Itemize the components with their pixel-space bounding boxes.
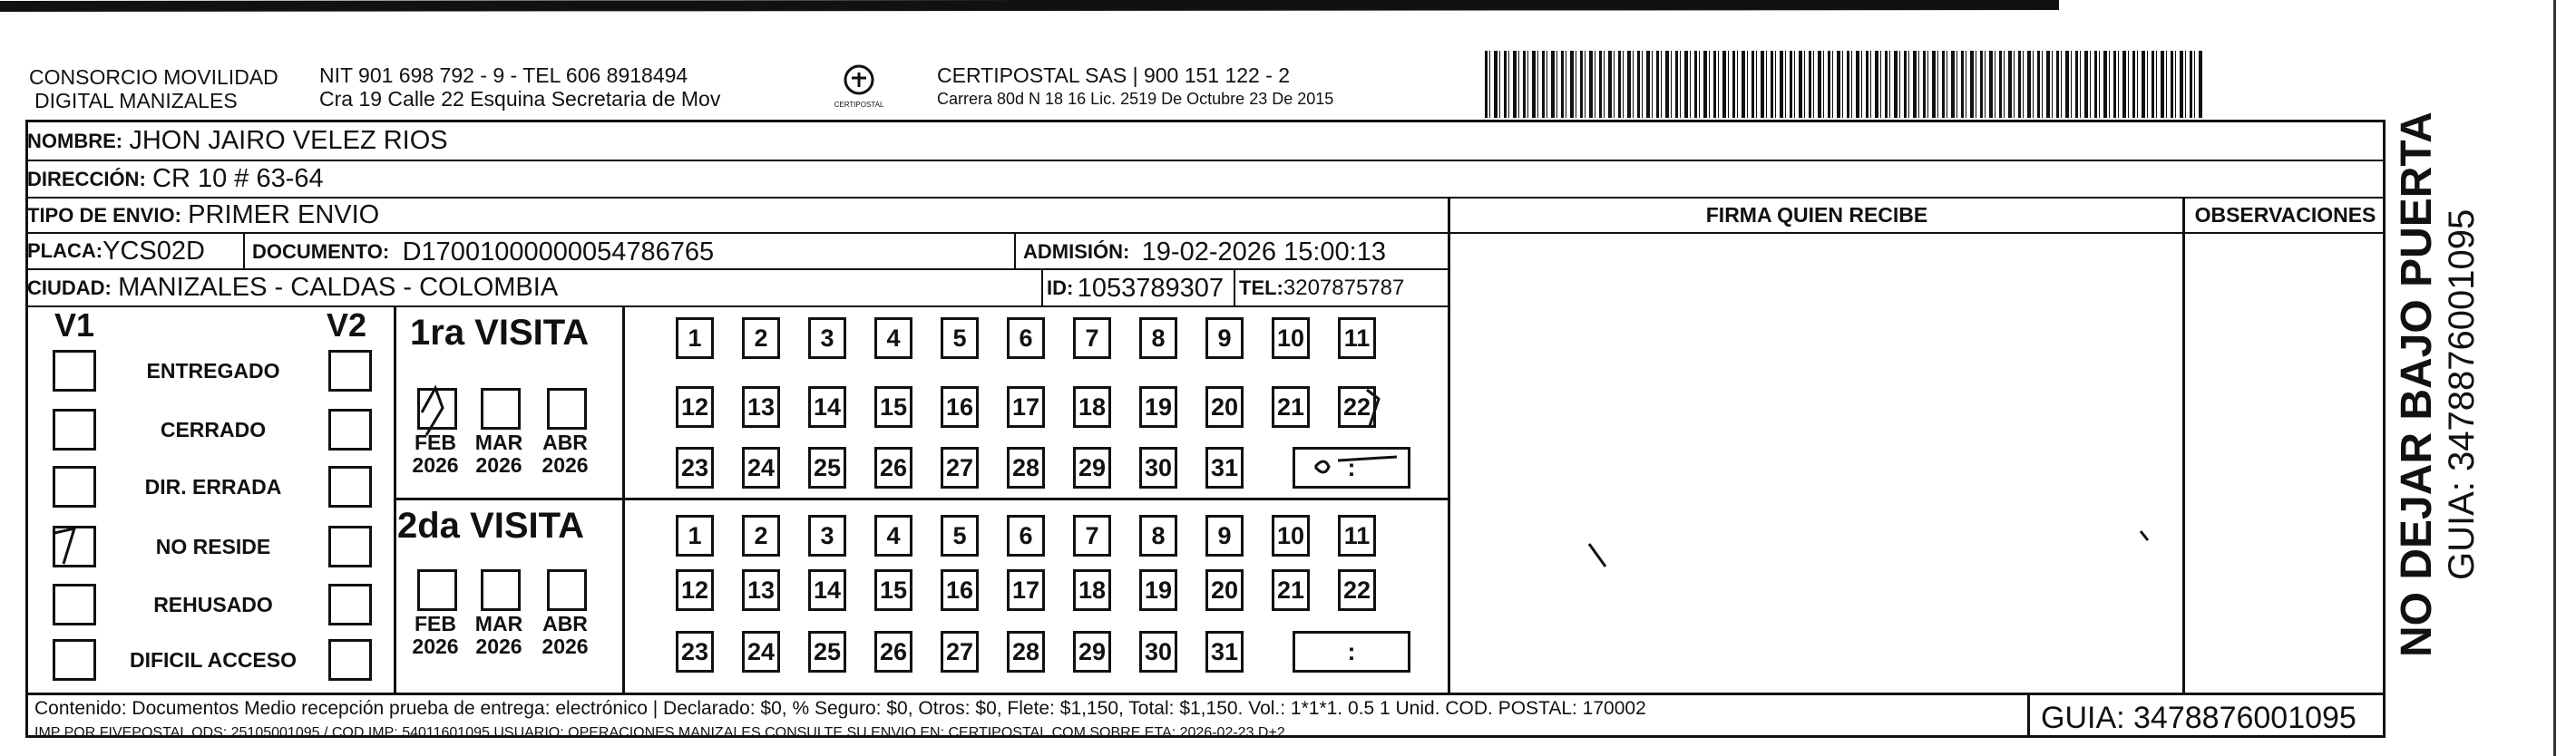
- second-day-box[interactable]: 28: [1007, 631, 1045, 673]
- month-name: ABR: [542, 431, 588, 454]
- v1-label: V1: [54, 306, 95, 344]
- second-day-box[interactable]: 16: [941, 569, 979, 611]
- second-day-box[interactable]: 18: [1073, 569, 1111, 611]
- second-day-box[interactable]: 21: [1272, 569, 1310, 611]
- first-day-box[interactable]: 15: [874, 386, 912, 428]
- status-label: DIFICIL ACCESO: [129, 648, 297, 672]
- observaciones-header: OBSERVACIONES: [2194, 203, 2376, 227]
- first-day-box[interactable]: 31: [1205, 447, 1244, 489]
- first-day-box[interactable]: 25: [808, 447, 846, 489]
- second-day-box[interactable]: 26: [874, 631, 912, 673]
- first-day-box[interactable]: 19: [1139, 386, 1177, 428]
- first-visit-title: 1ra VISITA: [410, 313, 590, 353]
- admision-value: 19-02-2026 15:00:13: [1141, 237, 1386, 267]
- second-day-box[interactable]: 7: [1073, 515, 1111, 557]
- first-day-box[interactable]: 21: [1272, 386, 1310, 428]
- placa-label: PLACA:: [27, 239, 103, 262]
- month-year: 2026: [475, 635, 522, 658]
- second-day-box[interactable]: 31: [1205, 631, 1244, 673]
- tel-label: TEL:: [1239, 276, 1283, 299]
- second-day-box[interactable]: 8: [1139, 515, 1177, 557]
- second-day-box[interactable]: 10: [1272, 515, 1310, 557]
- second-day-box[interactable]: 15: [874, 569, 912, 611]
- second-visit-title: 2da VISITA: [397, 506, 584, 546]
- footer-guia: GUIA: 3478876001095: [2041, 701, 2356, 735]
- first-day-box[interactable]: 17: [1007, 386, 1045, 428]
- month-year: 2026: [412, 453, 459, 477]
- tipo-label: TIPO DE ENVIO:: [27, 203, 181, 227]
- first-day-box[interactable]: 7: [1073, 317, 1111, 359]
- ciudad-label: CIUDAD:: [27, 276, 112, 299]
- status-label: REHUSADO: [153, 593, 273, 616]
- id-value: 1053789307: [1077, 273, 1225, 303]
- footer-guia-divider: [2027, 693, 2030, 738]
- first-day-box[interactable]: 14: [808, 386, 846, 428]
- first-day-box[interactable]: 4: [874, 317, 912, 359]
- tel-value: 3207875787: [1283, 276, 1405, 300]
- second-day-box[interactable]: 12: [676, 569, 714, 611]
- first-day-box[interactable]: 27: [941, 447, 979, 489]
- first-day-box[interactable]: 1: [676, 317, 714, 359]
- second-day-box[interactable]: 1: [676, 515, 714, 557]
- first-day-box[interactable]: 28: [1007, 447, 1045, 489]
- first-day-box[interactable]: 30: [1139, 447, 1177, 489]
- certipostal-logo: CERTIPOSTAL: [827, 63, 891, 118]
- first-day-box[interactable]: 11: [1338, 317, 1376, 359]
- second-day-box[interactable]: 13: [742, 569, 780, 611]
- nit-info: NIT 901 698 792 - 9 - TEL 606 8918494 Cra 19 Calle 22 Esquina Secretaria de Mov: [319, 63, 721, 111]
- status-label: ENTREGADO: [146, 359, 280, 383]
- id-label: ID:: [1047, 276, 1074, 299]
- month-year: 2026: [412, 635, 459, 658]
- second-day-box[interactable]: 29: [1073, 631, 1111, 673]
- second-day-box[interactable]: 25: [808, 631, 846, 673]
- first-time-box[interactable]: :: [1293, 447, 1410, 489]
- guia-vertical: GUIA: 3478876001095: [2442, 208, 2482, 580]
- first-day-box[interactable]: 6: [1007, 317, 1045, 359]
- placa-value: YCS02D: [102, 236, 205, 266]
- first-day-box[interactable]: 16: [941, 386, 979, 428]
- first-day-box[interactable]: 13: [742, 386, 780, 428]
- first-day-box[interactable]: 12: [676, 386, 714, 428]
- second-day-box[interactable]: 14: [808, 569, 846, 611]
- no-dejar-bajo-puerta: NO DEJAR BAJO PUERTA: [2393, 111, 2441, 657]
- status-label: CERRADO: [160, 418, 267, 441]
- month-name: MAR: [474, 431, 523, 454]
- second-day-box[interactable]: 2: [742, 515, 780, 557]
- status-label: DIR. ERRADA: [144, 475, 282, 499]
- first-day-box[interactable]: 29: [1073, 447, 1111, 489]
- second-day-box[interactable]: 3: [808, 515, 846, 557]
- admision-label: ADMISIÓN:: [1023, 240, 1130, 263]
- first-day-box[interactable]: 8: [1139, 317, 1177, 359]
- second-day-box[interactable]: 5: [941, 515, 979, 557]
- first-day-box[interactable]: 9: [1205, 317, 1244, 359]
- first-day-box[interactable]: 10: [1272, 317, 1310, 359]
- documento-value: D17001000000054786765: [402, 237, 715, 267]
- certipostal-info: CERTIPOSTAL SAS | 900 151 122 - 2 Carrera 80d N 18 16 Lic. 2519 De Octubre 23 De 2015: [937, 63, 1334, 108]
- footer-contenido: Contenido: Documentos Medio recepción prueba de entrega: electrónico | Declarado: $0, % Seguro: $0, Otros: $0, Flete: $1,150, Total: $1,150. Vol.: 1*1*1. 0.5 1 Unid. COD. POSTAL: 170002: [34, 698, 1646, 719]
- first-day-box[interactable]: 23: [676, 447, 714, 489]
- documento-label: DOCUMENTO:: [252, 240, 390, 263]
- ciudad-value: MANIZALES - CALDAS - COLOMBIA: [118, 273, 559, 302]
- month-year: 2026: [475, 453, 522, 477]
- month-name: FEB: [415, 431, 456, 454]
- second-day-box[interactable]: 27: [941, 631, 979, 673]
- second-day-box[interactable]: 24: [742, 631, 780, 673]
- second-day-box[interactable]: 6: [1007, 515, 1045, 557]
- first-day-box[interactable]: 3: [808, 317, 846, 359]
- direccion-label: DIRECCIÓN:: [27, 167, 146, 190]
- second-day-box[interactable]: 20: [1205, 569, 1244, 611]
- first-day-box[interactable]: 24: [742, 447, 780, 489]
- status-label: NO RESIDE: [155, 535, 271, 558]
- second-day-box[interactable]: 11: [1338, 515, 1376, 557]
- footer-imp: IMP POR FIVEPOSTAL ODS: 25105001095 / COD.IMP: 54011601095 USUARIO: OPERACIONES MANIZALES CONSULTE SU ENVIO EN: CERTIPOSTAL.COM SOBRE ETA: 2026-02-23 D+2: [34, 725, 1285, 741]
- nombre-value: JHON JAIRO VELEZ RIOS: [129, 126, 448, 155]
- firma-header: FIRMA QUIEN RECIBE: [1705, 203, 1928, 227]
- month-year: 2026: [542, 635, 589, 658]
- month-year: 2026: [542, 453, 589, 477]
- second-day-box[interactable]: 19: [1139, 569, 1177, 611]
- first-day-box[interactable]: 26: [874, 447, 912, 489]
- second-time-box[interactable]: :: [1293, 631, 1410, 673]
- month-name: ABR: [542, 612, 588, 635]
- second-day-box[interactable]: 22: [1338, 569, 1376, 611]
- first-day-box[interactable]: 20: [1205, 386, 1244, 428]
- first-day-box[interactable]: 22: [1338, 386, 1376, 428]
- second-day-box[interactable]: 17: [1007, 569, 1045, 611]
- tipo-value: PRIMER ENVIO: [188, 200, 380, 229]
- second-day-box[interactable]: 23: [676, 631, 714, 673]
- first-day-box[interactable]: 5: [941, 317, 979, 359]
- second-day-box[interactable]: 30: [1139, 631, 1177, 673]
- second-day-box[interactable]: 9: [1205, 515, 1244, 557]
- first-day-box[interactable]: 18: [1073, 386, 1111, 428]
- nombre-label: NOMBRE:: [27, 129, 123, 152]
- consorcio-name: CONSORCIO MOVILIDAD DIGITAL MANIZALES: [29, 65, 278, 112]
- v2-label: V2: [327, 306, 367, 344]
- footer-divider: [27, 693, 2386, 695]
- second-day-box[interactable]: 4: [874, 515, 912, 557]
- month-name: MAR: [474, 612, 523, 635]
- month-name: FEB: [415, 612, 456, 635]
- first-day-box[interactable]: 2: [742, 317, 780, 359]
- direccion-value: CR 10 # 63-64: [152, 164, 324, 193]
